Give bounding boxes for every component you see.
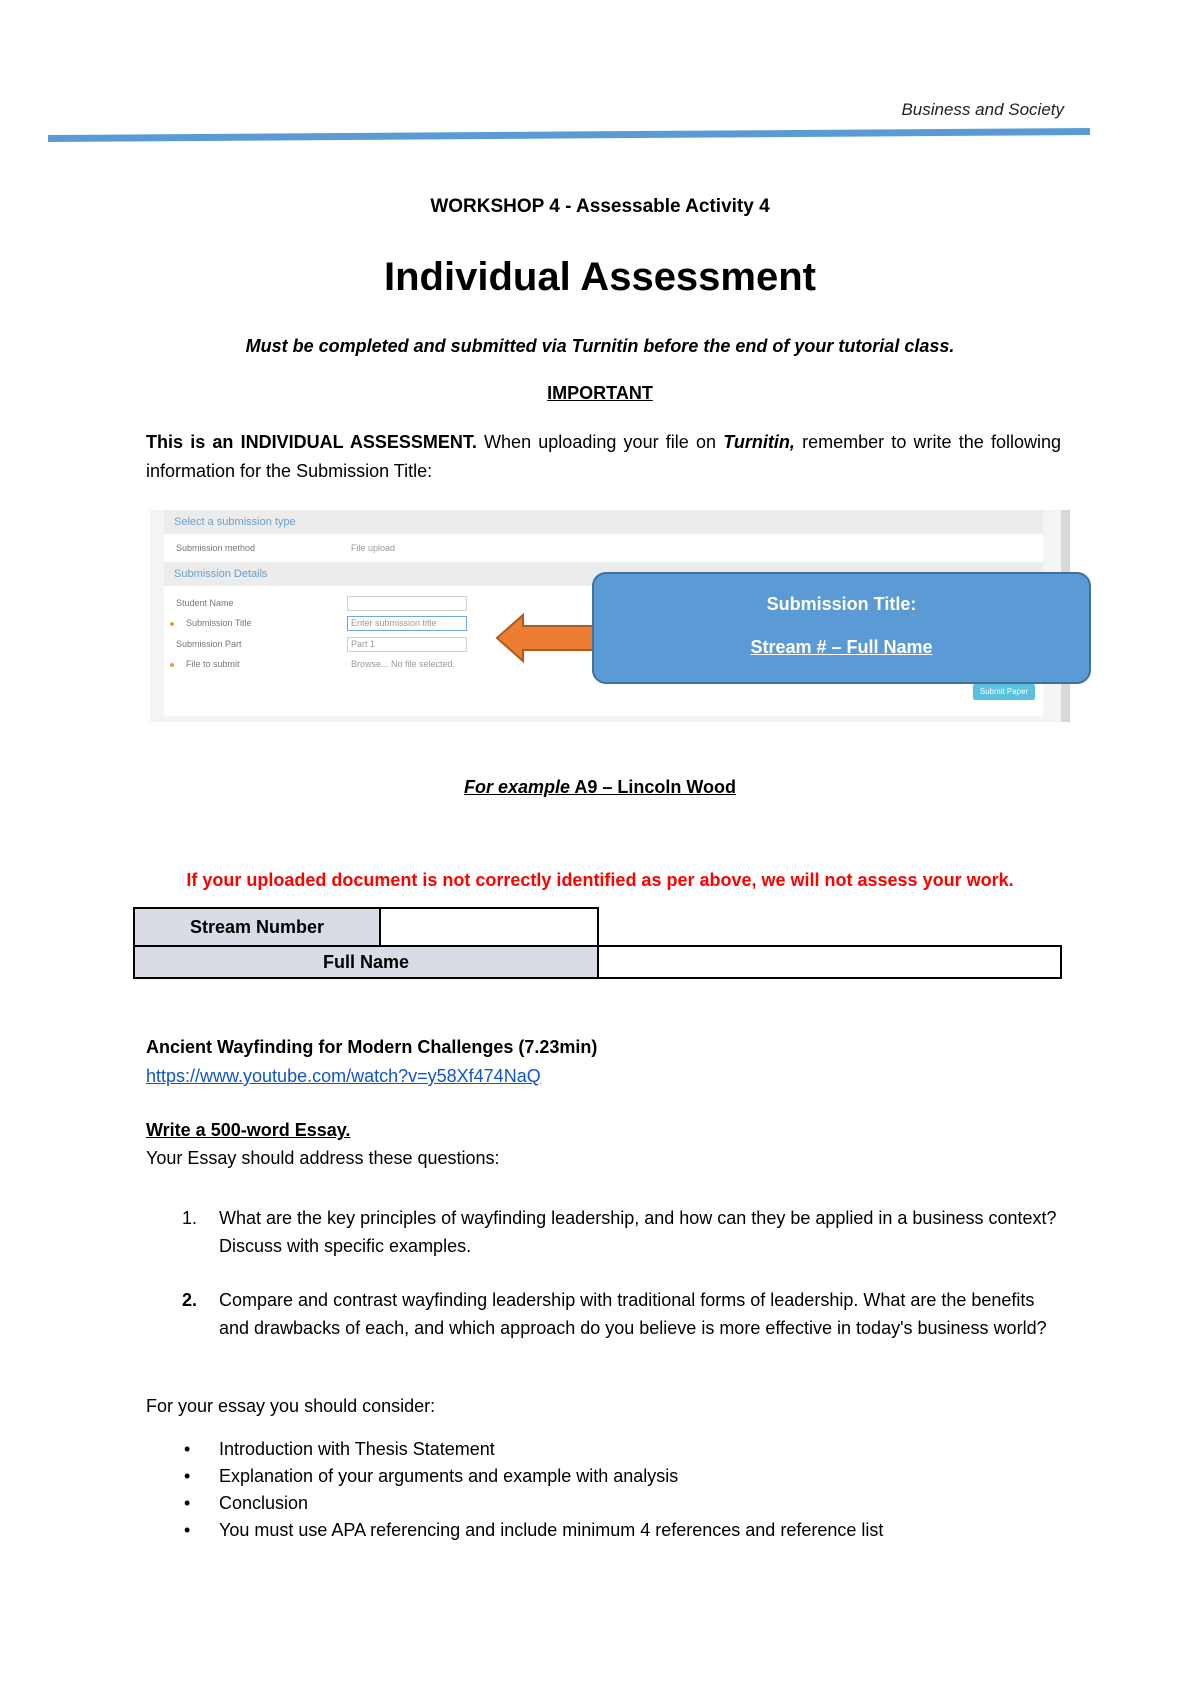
consider-intro: For your essay you should consider: xyxy=(146,1396,436,1416)
question-number: 1. xyxy=(182,1208,198,1228)
list-item xyxy=(146,1490,1066,1517)
important-label: IMPORTANT xyxy=(547,383,653,403)
list-item-text: Conclusion xyxy=(219,1493,309,1513)
screenshot-field-label: File to submit xyxy=(186,659,240,669)
question-text: Compare and contrast wayfinding leadership with traditional forms of leadership. What are the benefits and drawbacks of each, and which approach do you believe is more effective in today's business world? xyxy=(219,1290,1047,1338)
screenshot-submit-button: Submit Paper xyxy=(973,684,1035,700)
list-item-text: Introduction with Thesis Statement xyxy=(219,1439,495,1459)
full-name-label: Full Name xyxy=(133,945,599,979)
screenshot-upload-select: File upload xyxy=(347,541,467,556)
video-title: Ancient Wayfinding for Modern Challenges (7.23min) xyxy=(146,1037,598,1057)
screenshot-field-input: Part 1 xyxy=(347,637,467,652)
full-name-cell xyxy=(597,945,1062,979)
example-prefix: For example xyxy=(463,777,571,797)
list-item xyxy=(146,1517,1066,1544)
question-text: What are the key principles of wayfinding leadership, and how can they be applied in a business context? Discuss with specific examples. xyxy=(219,1208,1057,1256)
submission-title-callout xyxy=(592,572,1091,684)
screenshot-section-details: Submission Details xyxy=(164,562,1043,586)
bullet-icon: • xyxy=(184,1493,191,1513)
instruction-turnitin: Turnitin, xyxy=(723,432,795,452)
considerations-list xyxy=(146,1436,1066,1544)
screenshot-field-label: Student Name xyxy=(176,598,234,608)
instruction-text-2: When uploading your file on xyxy=(476,432,724,452)
essay-heading: Write a 500-word Essay. xyxy=(146,1120,351,1140)
header-course-title: Business and Society xyxy=(901,100,1064,119)
list-item xyxy=(146,1436,1066,1463)
bullet-icon: • xyxy=(184,1466,191,1486)
workshop-label: WORKSHOP 4 - Assessable Activity 4 xyxy=(430,196,770,217)
required-dot-icon xyxy=(170,663,174,667)
warning-text: If your uploaded document is not correctly identified as per above, we will not assess your work. xyxy=(186,870,1014,890)
screenshot-upload-label: Submission method xyxy=(176,543,256,553)
screenshot-section-submission-type: Select a submission type xyxy=(164,510,1043,534)
bullet-icon: • xyxy=(184,1439,191,1459)
instruction-paragraph xyxy=(146,428,1061,486)
question-number: 2. xyxy=(182,1290,198,1310)
screenshot-field-input xyxy=(347,596,467,611)
essay-question xyxy=(146,1286,1066,1370)
instruction-text-3: remember to write the following information for the Submission Title: xyxy=(146,432,1061,481)
callout-value: Stream # – Full Name xyxy=(750,637,933,657)
bullet-icon: • xyxy=(184,1520,191,1540)
screenshot-field-input: Enter submission title xyxy=(347,616,467,631)
callout-title: Submission Title: xyxy=(766,594,917,614)
header-rule xyxy=(48,128,1090,142)
list-item-text: You must use APA referencing and include minimum 4 references and reference list xyxy=(219,1520,884,1540)
screenshot-field-label: Submission Part xyxy=(176,639,242,649)
screenshot-field-input: Browse... No file selected. xyxy=(347,657,527,672)
screenshot-field-label: Submission Title xyxy=(186,618,252,628)
essay-intro: Your Essay should address these questions: xyxy=(146,1148,500,1168)
list-item-text: Explanation of your arguments and example with analysis xyxy=(219,1466,679,1486)
example-line xyxy=(0,777,1200,798)
video-link[interactable]: https://www.youtube.com/watch?v=y58Xf474NaQ xyxy=(146,1066,541,1086)
subtitle: Must be completed and submitted via Turnitin before the end of your tutorial class. xyxy=(245,336,955,356)
list-item xyxy=(146,1463,1066,1490)
left-arrow-icon xyxy=(495,612,595,664)
stream-number-label: Stream Number xyxy=(133,907,381,947)
instruction-bold: This is an INDIVIDUAL ASSESSMENT. xyxy=(146,432,477,452)
example-value: A9 – Lincoln Wood xyxy=(570,777,737,797)
essay-question xyxy=(146,1204,1066,1260)
required-dot-icon xyxy=(170,622,174,626)
stream-number-cell xyxy=(379,907,599,947)
page-title: Individual Assessment xyxy=(384,255,816,299)
